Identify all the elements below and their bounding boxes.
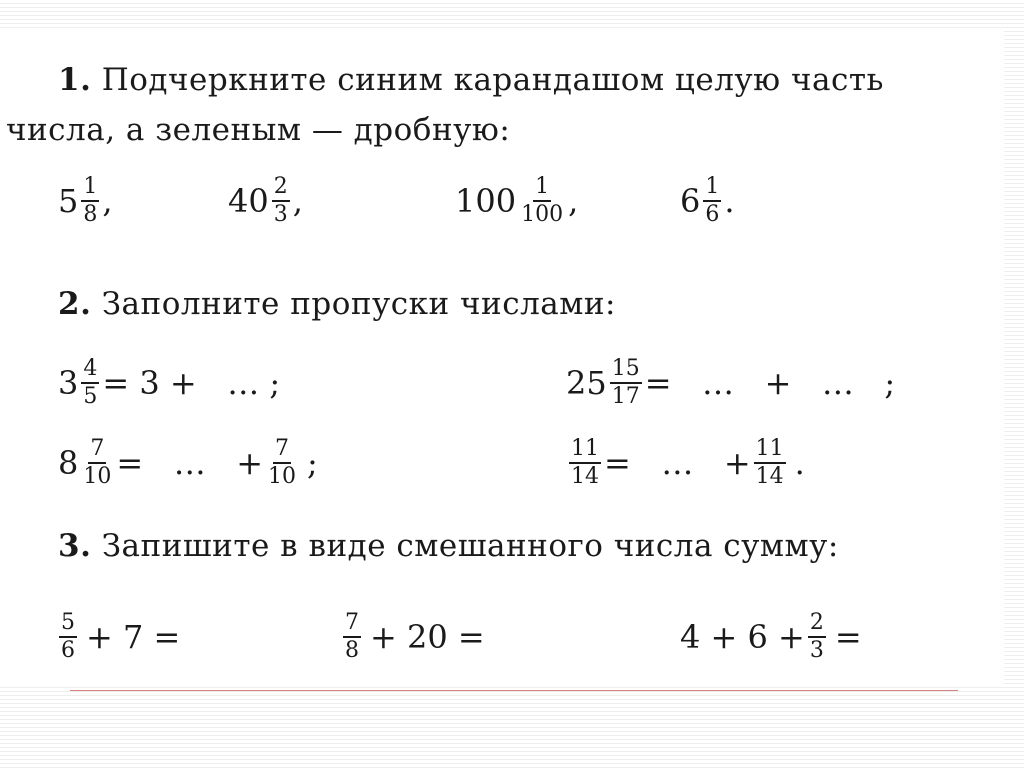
task1-line2 <box>6 112 510 148</box>
fraction: $\frac{4}{5}$ <box>83 356 98 409</box>
task3-number: 3. <box>58 528 92 564</box>
fraction: $\frac{5}{6}$ <box>61 610 75 663</box>
footer-divider <box>70 690 958 691</box>
task3-item-1: $\frac{5}{6}$ + 7 = <box>61 610 181 663</box>
fraction: $\frac{7}{10}$ <box>83 436 112 489</box>
task3-item-2: $\frac{7}{8}$ + 20 = <box>345 610 485 663</box>
task2-row-2: 25 $\frac{15}{17}$ = … + … ; <box>566 356 896 409</box>
fraction: $\frac{1}{100}$ <box>521 174 564 227</box>
task1-item-4: 6 $\frac{1}{6}$ . <box>680 174 735 227</box>
task1-item-2: 40 $\frac{2}{3}$ , <box>228 174 303 227</box>
task1-item-1: 5 $\frac{1}{8}$ , <box>58 174 113 227</box>
task2-text: Заполните пропуски числами: <box>101 286 616 322</box>
task1-number: 1. <box>58 62 92 98</box>
task2-title-line <box>58 286 616 322</box>
task2-row-4: $\frac{11}{14}$ = … + $\frac{11}{14}$ . <box>571 436 805 489</box>
task2-row-1: 3 $\frac{4}{5}$ = 3 + … ; <box>58 356 281 409</box>
fraction: $\frac{7}{8}$ <box>345 610 359 663</box>
fraction: $\frac{11}{14}$ <box>755 436 784 489</box>
fraction: $\frac{15}{17}$ <box>611 356 640 409</box>
fraction: $\frac{1}{6}$ <box>705 174 720 227</box>
task3-item-3: 4 + 6 + $\frac{2}{3}$ = <box>680 610 862 663</box>
fraction: $\frac{1}{8}$ <box>83 174 98 227</box>
fraction: $\frac{2}{3}$ <box>273 174 288 227</box>
task1-item-3: 100 $\frac{1}{100}$ , <box>455 174 579 227</box>
task1-line1 <box>58 62 884 98</box>
task1-text-2: числа, а зеленым — дробную: <box>6 112 511 148</box>
fraction: $\frac{11}{14}$ <box>571 436 599 489</box>
task3-title-line <box>58 528 839 564</box>
task3-text: Запишите в виде смешанного числа сумму: <box>101 528 839 564</box>
fraction: $\frac{7}{10}$ <box>268 436 297 489</box>
fraction: $\frac{2}{3}$ <box>809 610 824 663</box>
task2-number: 2. <box>58 286 92 322</box>
task2-row-3: 8 $\frac{7}{10}$ = … + $\frac{7}{10}$ ; <box>58 436 318 489</box>
task1-text-1: Подчеркните синим карандашом целую часть <box>101 62 884 98</box>
